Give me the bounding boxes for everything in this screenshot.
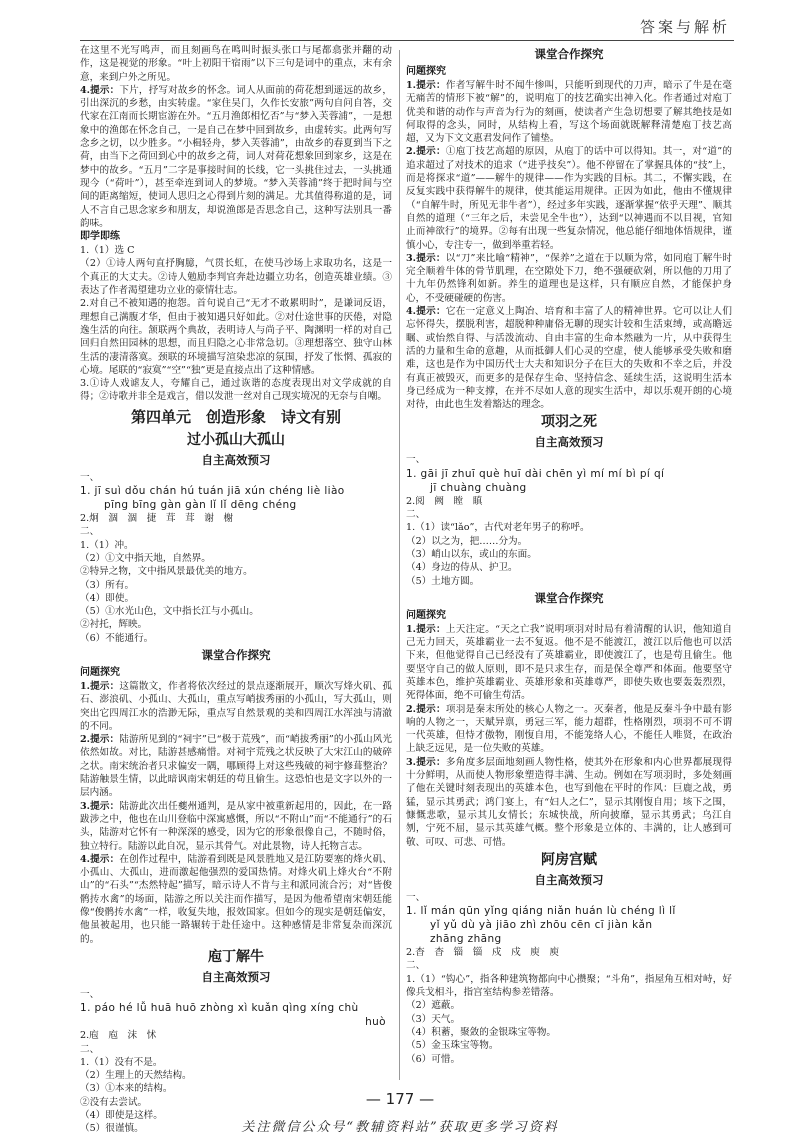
section-heading: 课堂合作探究 — [201, 647, 271, 662]
answer-line: 1.（1）冲。 — [80, 539, 134, 551]
answer-line: ②衬托，辉映。 — [80, 619, 148, 631]
hint-label: 3.提示： — [406, 252, 446, 264]
answer-line: 二、 — [406, 509, 426, 521]
sub-heading: 问题探究 — [406, 66, 446, 77]
section-heading: 自主高效预习 — [534, 872, 604, 887]
explore-item: 1.提示：上天注定。“天之亡我”说明项羽对时局有着清醒的认识，他知道自己无力回天，英雄霸业一去不复返。他不是不能渡江，渡江以后他也可以活下来，但他觉得自己已经没有了英雄霸业，即使渡江了，也是苟且偷生。他要坚守自己的做人原则，即不是只求生存，而是保全尊严和体面。他要坚守英雄本色，维护英雄霸业、英雄形象和英雄尊严，即使失败也要轰轰烈烈，死得体面，绝不可偷生苟活。 — [406, 623, 732, 702]
lesson-title: 阿房宫赋 — [541, 851, 597, 868]
pinyin-line: yǐ yǔ dù yà jiāo zhì zhōu cēn cī jiàn kǎn — [430, 919, 653, 932]
footer-note: 关注微信公众号“教辅资料站”获取更多学习资料 — [241, 1120, 559, 1135]
unit-title: 第四单元 创造形象 诗文有别 — [130, 407, 341, 426]
section-marker: 一、 — [406, 891, 426, 903]
answer-line: 1.（1）“钩心”，指各种建筑物都向中心攒聚；“斗角”，指屋角互相对峙，好像兵戈相斗，指宫室结构参差错落。 — [406, 973, 732, 999]
hint-label: 3.提示： — [406, 756, 446, 768]
page-number: — 177 — — [365, 1090, 435, 1108]
answer-line: （6）不能通行。 — [80, 632, 154, 644]
answer-line: （3）峭山以东，或山的东面。 — [406, 548, 537, 560]
answer-line: （3）①本来的结构。 — [80, 1083, 173, 1095]
answer-line: ②特异之物，文中指风景最优美的地方。 — [80, 566, 253, 578]
answer-line: （6）可惜。 — [406, 1053, 461, 1065]
pinyin-line: pīng bīng gàn gàn lǐ lǐ dēng chéng — [104, 499, 297, 512]
pinyin-line: 1. lǐ mán qūn yǐng qiáng niǎn huán lù chéng lì lǐ — [406, 905, 676, 918]
practice-item: 3.①诗人戏谑友人，夸耀自己，通过诙谐的态度表现出对文学成就的自得；②诗歌并非全是戏言，借以发泄一丝对自己现实境况的无奈与自嘲。 — [80, 378, 392, 403]
explore-item: 3.提示：多角度多层面地刻画人物性格，使其外在形象和内心世界都展现得十分鲜明，从而使人物形象塑造得丰满、生动。例如在写项羽时，多处刻画了他在关键时刻表现出的英雄本色，也写到他在平时的作风：巨鹿之战，勇猛，显示其勇武；鸿门宴上，有“妇人之仁”，显示其刚愎自用；垓下之围，慷慨悲歌，显示其儿女情长；东城快战，所向披靡，显示其勇武；乌江自刎，宁死不屈，显示其英雄气概。整个形象是立体的、丰满的，让人感到可敬、可叹、可悲、可惜。 — [406, 756, 733, 848]
explore-item: 1.提示：这篇散文，作者将依次经过的景点逐渐展开，顺次写烽火矶、孤石、澎浪矶、小孤山、大孤山，重点写峭拔秀丽的小孤山，写大孤山，则突出它四周江水的浩渺无际，重点写自然景观的美和四周江水浑浊与清澈的不同。 — [80, 680, 393, 732]
answer-line: （4）积蓄，聚敛的金银珠宝等物。 — [406, 1026, 557, 1038]
answer-line: 二、 — [406, 960, 426, 972]
sub-heading: 问题探究 — [80, 666, 120, 678]
right-column — [406, 44, 732, 1084]
explore-item: 2.提示：陆游所见到的“祠宇”已“极于荒残”，而“峭拔秀丽”的小孤山风光依然如故。对比，陆游甚感痛惜。对祠宇荒残之状反映了大宋江山的破碎之状。南宋统治者只求偏安一隅，哪顾得上对这些残破的祠宇修葺整治？陆游触景生情，以此暗讽南宋朝廷的苟且偷生。这恐怕也是文字以外的一层内涵。 — [80, 734, 392, 799]
practice-heading: 即学即练 — [80, 231, 120, 243]
pinyin-line: 1. páo hé lǚ huā huō zhòng xì kuǎn qìng xíng chù — [80, 1002, 359, 1015]
answer-line: （5）金玉珠宝等物。 — [406, 1040, 499, 1052]
answer-line: （5）土地方圆。 — [406, 575, 480, 587]
explore-item: 3.提示：陆游此次出任夔州通判，是从家中被重新起用的，因此，在一路跋涉之中，他也在山川登临中深寓感慨，所以“不附山”而“不能通行”的石头，陆游对它怀有一种深深的感受，因为它的形象很像自己，不随时俗，独立特行。陆游以此自况，显示其骨气。对此景物，诗人托物言志。 — [80, 800, 393, 852]
answer-line: 二、 — [80, 526, 100, 538]
section-marker: 一、 — [80, 471, 100, 483]
answer-line: （3）天气。 — [406, 1013, 461, 1025]
section-heading: 自主高效预习 — [201, 452, 271, 467]
section-marker: 一、 — [406, 454, 426, 466]
hint-label: 4.提示： — [406, 306, 446, 318]
lesson-title: 庖丁解牛 — [208, 948, 264, 965]
intro-paragraph: 4.提示：下片，抒写对故乡的怀念。词人从面前的荷花想到遥远的故乡，引出深沉的乡愁，由实转虚。“家住吴门，久作长安旅”两句自问自答，交代家在江南而长期宦游在外。“五月渔郎相忆否”与“梦入芙蓉浦”，一是想象中的渔郎在怀念自己，一是自己在梦中回到故乡，由虚转实。此两句写念乡之切，以少胜多。“小楫轻舟，梦入芙蓉浦”，由故乡的春夏到当下之荷，由当下之荷回到心中的故乡之荷，词人对荷花想象回到家乡，这是在梦中的故乡。“五月”二字是事接时间的长线，它一头挑住过去，一头挑通现今（“荷叶”），甚至牵连到词人的梦境。“梦入芙蓉浦”终于把时间与空间的距离缩短，使词人思归之心得到片刻的满足。尤其值得称道的是，词人不言自己思念家乡和朋友，却说渔郎是否思念自己，这种写法别具一番韵味。 — [80, 84, 393, 229]
answer-line: 1.（1）没有不是。 — [80, 1056, 163, 1068]
hint-label: 4.提示： — [80, 84, 120, 96]
column-divider — [399, 50, 400, 1080]
lesson-title: 过小孤山大孤山 — [187, 431, 285, 448]
answer-line: 2.庖 庖 沫 怵 — [80, 1030, 157, 1042]
section-heading: 课堂合作探究 — [534, 590, 604, 605]
answer-line: （5）很谨慎。 — [80, 1123, 144, 1135]
page-header-title: 答案与解析 — [639, 18, 730, 36]
explore-item: 4.提示：它在一定意义上陶冶、培育和丰富了人的精神世界。它可以让人们忘怀得失，摆脱利害，超脱种种庸俗无聊的现实计较和生活束缚，或高瞻远瞩、或怡然自得、与活泼流动、自由丰富的生命本然融为一片，从中获得生活的力量和生命的意趣，从而抵御人们心灵的空虚，使人能够承受失败和磨难，这也是作为中国历代士大夫和知识分子在巨大的失败和不幸之后，并没有真正被毁灭，而更多的是保存生命、坚持信念、延续生活，这说明生活本身已经成为一种支撑，在并不尽如人意的现实生活中，却以乐观开朗的心境对待，由此也生发着豁达的理念。 — [406, 306, 733, 411]
section-heading: 自主高效预习 — [534, 435, 604, 450]
answer-line: （4）即使。 — [80, 592, 135, 604]
lesson-title: 项羽之死 — [541, 414, 597, 431]
practice-item: 1.（1）选 C — [80, 245, 135, 257]
left-column — [80, 44, 393, 1135]
hint-label: 2.提示： — [406, 146, 446, 158]
answer-line: （3）所有。 — [80, 579, 135, 591]
practice-item: （2）①诗人两句直抒胸臆，气贯长虹，在使马沙场上求取功名，这是一个真正的大丈夫。②诗人勉励李判官奔赴边疆立功名，创造英雄业绩。③表达了作者渴望建功立业的豪情壮志。 — [80, 258, 392, 297]
answer-line: 1.（1）读“lǎo”，古代对老年男子的称呼。 — [406, 522, 590, 534]
answer-line: （4）身边的侍从、护卫。 — [406, 562, 518, 574]
hint-label: 4.提示： — [80, 853, 120, 865]
pinyin-line: huò — [365, 1016, 386, 1029]
section-marker: 一、 — [80, 988, 100, 1000]
pinyin-line: 1. gāi jī zhuī què huī dài chēn yì mí mí bì pí qí — [406, 467, 665, 480]
answer-line: 二、 — [80, 1043, 100, 1055]
answer-line: ②没有去尝试。 — [80, 1096, 148, 1108]
section-heading: 课堂合作探究 — [534, 47, 604, 61]
sub-heading: 问题探究 — [406, 609, 446, 621]
pinyin-line: zhāng zhāng — [430, 933, 502, 946]
answer-line: （4）即使是这样。 — [80, 1110, 163, 1121]
section-heading: 自主高效预习 — [201, 969, 271, 984]
answer-line: 2.杳 杳 锱 锱 戍 戍 庾 庾 — [406, 947, 560, 959]
answer-line: （2）生理上的天然结构。 — [80, 1070, 192, 1082]
pinyin-line: jī chuàng chuàng — [430, 481, 527, 494]
explore-item: 3.提示：以“刀”来比喻“精神”，“保养”之道在于以顺为常，如同庖丁解牛时完全顺着牛体的骨节肌理，在空隙处下刀，绝不强硬砍剁，所以他的刀用了十九年仍然锋利如新。养生的道理也是这样，只有顺应自然，才能保护身心，不受硬碰硬的伤害。 — [406, 252, 732, 304]
answer-line: 2.炯 涸 涸 捷 茸 茸 谢 榭 — [80, 513, 234, 525]
answer-line: （2）遮蔽。 — [406, 1000, 461, 1012]
explore-item: 2.提示：①庖丁技艺高超的原因，从庖丁的话中可以得知。其一，对“道”的追求超过了对技术的追求（“进乎技矣”）。他不停留在了掌握具体的“技”上，而是将探求“道”——解牛的规律——作为实践的目标。其二，不懈实践，在反复实践中获得解牛的规律，使其能运用规律。正因为如此，他由不懂规律（“自解牛时，所见无非牛者”），经过多年实践，逐渐掌握“依乎天理”、顺其自然的道理（“三年之后，未尝见全牛也”），达到“以神遇而不以目视，官知止而神欲行”的境界。②每有出现一些复杂情况，他总能仔细地体悟规律，谨慎小心，专注专一，做到举重若轻。 — [406, 146, 732, 251]
hint-label: 1.提示： — [406, 80, 446, 91]
explore-item: 1.提示：作者写解牛时不闻牛惨叫，只能听到现代的刀声，暗示了牛是在毫无痛苦的情形下被“解”的，说明庖丁的技艺确实出神入化。作者通过对庖丁优美和谐的动作与声音为行为的刻画，使读者产生急切想要了解其绝技是如何取得的念头，同时，从结构上看，写这个场面就既解释清楚庖丁技艺高超，又为下文文惠君发问作了铺垫。 — [406, 80, 733, 145]
hint-label: 1.提示： — [80, 680, 120, 692]
hint-label: 2.提示： — [406, 703, 446, 715]
explore-item: 2.提示：项羽是秦末所处的核心人物之一。灭秦者，他是反秦斗争中最有影响的人物之一，天赋异禀，勇冠三军，能力超群，性格刚烈，项羽不可不谓一代英雄，但恃才傲物，刚愎自用，不能笼络人心，不能任人唯贤，在政治上缺乏远见，是一位失败的英雄。 — [406, 703, 733, 755]
explore-item: 4.提示：在创作过程中，陆游看到既是风景胜地又是江防要塞的烽火矶、小孤山、大孤山，进而激起他强烈的爱国热情。对烽火矶上烽火台“不附山”的“石头”“杰然特起”描写，暗示诗人不肯与主和派同流合污；对“皆俊鹘抟水禽”的场面，陆游之所以关注而作描写，是因为他希望南宋朝廷能像“俊鹘抟水禽”一样，收复失地，报效国家。但如今的现实是朝廷偏安，他虽被起用，也只能一路辗转于赴任途中。这种感情是非常复杂而深沉的。 — [80, 853, 393, 945]
hint-label: 2.提示： — [80, 734, 120, 746]
intro-paragraph: 在这里不光写鸣声，而且刻画鸟在鸣叫时振头张口与尾都翕张并翻的动作，这是视觉的形象。“叶上初阳干宿雨”以下三句是词中的重点，末有余意，来到户外之所见。 — [80, 45, 392, 83]
answer-line: （2）以之为，把……分为。 — [406, 535, 528, 547]
practice-item: 2.对自己不被知遇的抱怨。首句说自己“无才不敢累明时”，是谦词反语，理想自己满腹才华，但由于被知遇只好如此。②对仕途世事的厌倦，对隐逸生活的向往。颔联两个典故，表明诗人与尚子平、陶渊明一样的对自己回归自然田园林的思想，而且归隐之心非常急切。③理想落空、独守山林生活的凄清落寞。颈联的环境描写渲染悲凉的氛围，抒发了怅惘、孤寂的心境。尾联的“寂寞”“空”“独”更是直接点出了这种情感。 — [80, 298, 392, 376]
answer-line: 2.阅 阙 瞠 瞋 — [406, 495, 483, 507]
pinyin-line: 1. jī suì dǒu chán hú tuán jiā xún chéng liè liào — [80, 485, 345, 498]
hint-label: 3.提示： — [80, 800, 120, 812]
answer-line: （2）①文中指天地，自然界。 — [80, 552, 211, 564]
header-rule — [80, 40, 734, 41]
hint-label: 1.提示： — [406, 623, 446, 635]
answer-line: （5）①水光山色，文中指长江与小孤山。 — [80, 606, 259, 618]
